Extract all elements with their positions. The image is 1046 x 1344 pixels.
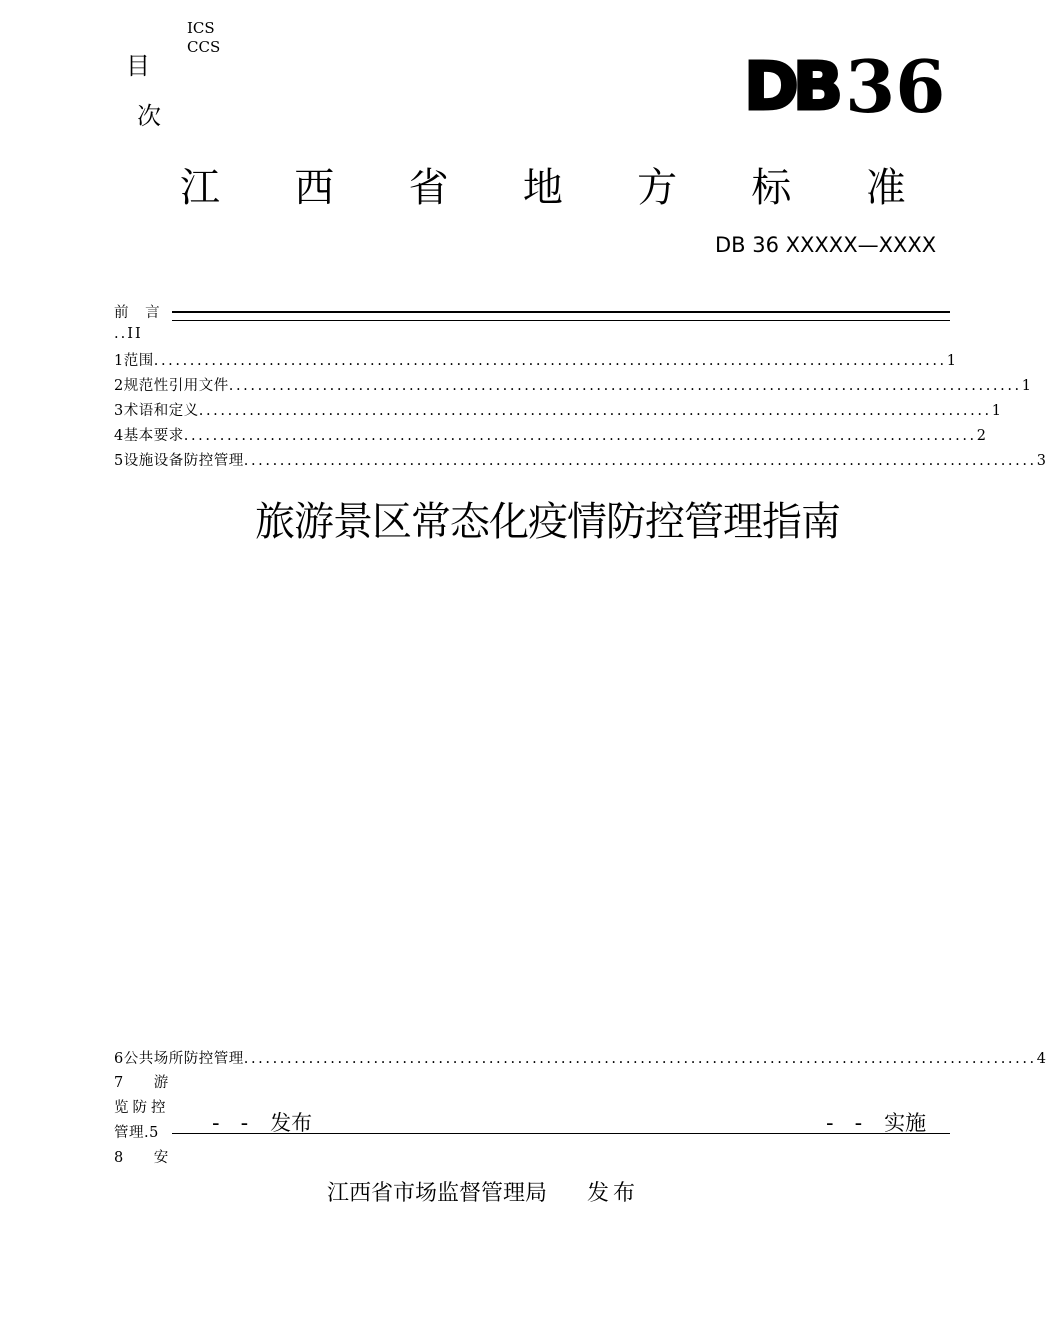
toc-leader-dots: .............................................................................................................. [153,353,947,369]
toc-entry[interactable] [114,399,1002,420]
header-divider-thick [172,311,950,313]
toc-preface-page: ..II [114,326,143,342]
toc-entry-number: 6 [114,1051,124,1067]
toc-entry-7-line-1[interactable]: 7 游 [114,1075,169,1091]
standard-type-char: 省 [408,165,449,211]
toc-leader-dots: .............................................................................................................. [243,1051,1037,1067]
standard-type-char: 地 [522,165,563,211]
toc-entry-7-line-3[interactable]: 管理.5 [114,1125,159,1141]
db-standard-logo [744,44,946,129]
toc-leader-dots: .............................................................................................................. [228,378,1022,394]
publish-date-label: 发布 [270,1111,313,1135]
toc-entry[interactable] [114,374,1032,395]
standard-type-char: 标 [751,165,792,211]
publisher-name: 江西省市场监督管理局 [327,1181,548,1206]
publisher [327,1176,639,1207]
toc-entry-number: 4 [114,428,124,444]
toc-heading-char-1: 目 [126,52,150,80]
ics-label: ICS [187,19,215,37]
implement-date-label: 实施 [884,1111,927,1135]
toc-leader-dots: .............................................................................................................. [243,453,1037,469]
toc-entry-title: 基本要求 [123,428,184,444]
toc-preface-label: 前 言 [114,305,166,321]
toc-entry[interactable] [114,1047,1046,1068]
toc-entry-number: 1 [114,353,124,369]
standard-type-title [180,156,980,213]
toc-entry-page: 4 [1036,1051,1046,1067]
toc-leader-dots: .............................................................................................................. [183,428,977,444]
toc-entry-page: 1 [946,353,957,369]
toc-entry-8[interactable]: 8 安 [114,1150,169,1166]
standard-type-char: 方 [637,165,678,211]
toc-heading-char-2: 次 [137,102,161,130]
toc-entry-title: 公共场所防控管理 [123,1051,244,1067]
toc-entry[interactable] [114,449,1046,470]
toc-entry-title: 范围 [123,353,154,369]
toc-entry-page: 3 [1036,453,1046,469]
ccs-label: CCS [187,38,221,56]
publisher-label: 发布 [587,1181,640,1206]
standard-type-char: 准 [865,165,906,211]
toc-entry-page: 1 [991,403,1002,419]
footer-divider [172,1133,950,1134]
standard-type-char: 江 [180,165,220,211]
implement-date-placeholder: - - [826,1111,863,1135]
toc-entry[interactable] [114,424,987,445]
db-logo-mark: DB [744,48,838,125]
toc-leader-dots: .............................................................................................................. [198,403,992,419]
toc-entry-title: 术语和定义 [123,403,199,419]
toc-entry-title: 设施设备防控管理 [123,453,244,469]
toc-entry-number: 2 [114,378,124,394]
standard-type-char: 西 [294,165,335,211]
publish-date-placeholder: - - [212,1111,249,1135]
header-divider-thin [172,320,950,321]
toc-entry-title: 规范性引用文件 [123,378,229,394]
toc-entry[interactable] [114,349,957,370]
db-logo-number: 36 [845,44,946,129]
toc-entry-number: 3 [114,403,124,419]
toc-entry-page: 2 [976,428,987,444]
standard-code: DB 36 XXXXX—XXXX [715,233,937,257]
toc-entry-page: 1 [1021,378,1032,394]
toc-entry-number: 5 [114,453,124,469]
document-title: 旅游景区常态化疫情防控管理指南 [255,499,840,545]
toc-entry-7-line-2[interactable]: 览防控 [114,1100,170,1116]
